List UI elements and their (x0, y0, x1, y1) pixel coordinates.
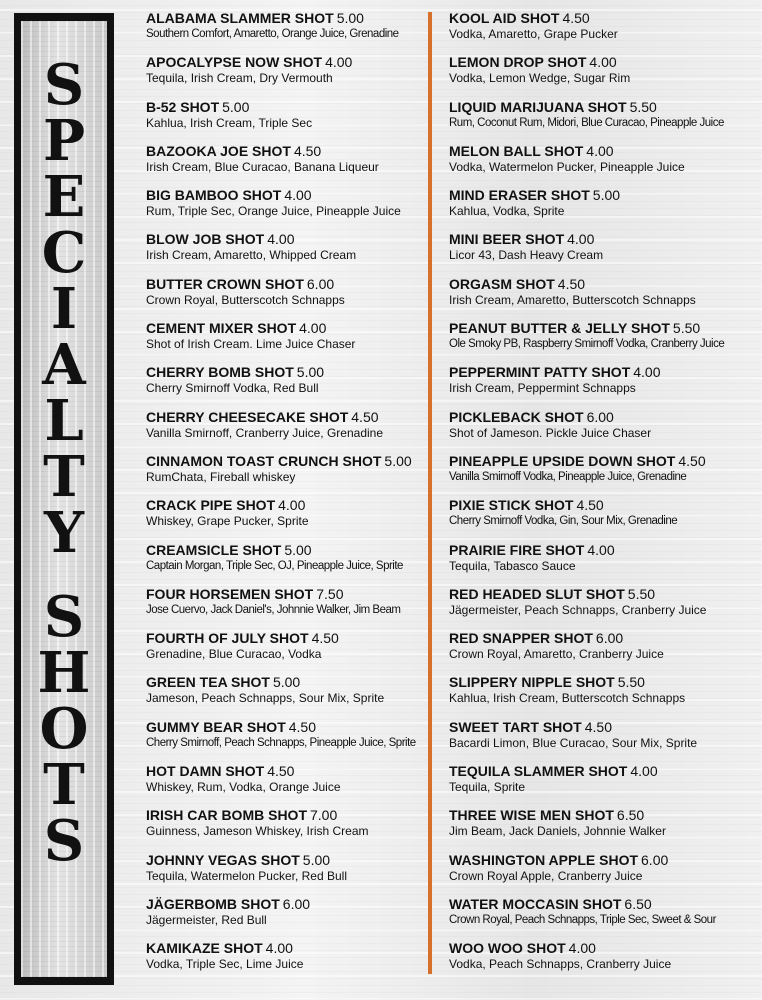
shot-price: 5.00 (302, 851, 331, 868)
menu-item-heading (146, 364, 424, 381)
shot-price: 4.50 (288, 718, 316, 735)
shot-ingredients: Vodka, Peach Schnapps, Cranberry Juice (449, 957, 672, 972)
shot-ingredients: Crown Royal, Butterscotch Schnapps (146, 292, 345, 307)
shot-ingredients: Jägermeister, Red Bull (146, 912, 267, 927)
menu-item-heading (146, 852, 424, 869)
shot-name: MELON BALL SHOT (449, 142, 584, 159)
menu-item (449, 674, 759, 718)
menu-item (449, 630, 759, 674)
menu-item (449, 940, 759, 984)
shot-price: 5.00 (272, 674, 301, 691)
menu-item (449, 409, 759, 453)
menu-item (146, 896, 424, 940)
shot-ingredients: Cherry Smirnoff Vodka, Gin, Sour Mix, Grenadine (449, 515, 678, 528)
menu-item-heading (449, 763, 759, 780)
shot-ingredients: Vodka, Amaretto, Grape Pucker (449, 27, 618, 41)
shot-name: WOO WOO SHOT (449, 940, 566, 957)
menu-item-heading (146, 719, 424, 736)
shot-price: 5.00 (296, 364, 325, 381)
shot-ingredients: Irish Cream, Amaretto, Butterscotch Schnapps (449, 292, 696, 307)
shot-name: PINEAPPLE UPSIDE DOWN SHOT (449, 452, 676, 469)
shot-ingredients: Rum, Triple Sec, Orange Juice, Pineapple Juice (146, 204, 401, 219)
menu-item (146, 453, 424, 497)
menu-item (146, 674, 424, 718)
shot-name: ORGASM SHOT (449, 275, 555, 292)
shot-ingredients: Rum, Coconut Rum, Midori, Blue Curacao, Pineapple Juice (449, 116, 724, 129)
menu-item-heading (449, 409, 759, 426)
menu-item-heading (449, 99, 759, 116)
menu-item (449, 453, 759, 497)
shot-name: FOUR HORSEMEN SHOT (146, 585, 314, 602)
shot-ingredients: Kahlua, Vodka, Sprite (449, 204, 565, 219)
menu-item-heading (449, 10, 759, 27)
shot-ingredients: Cherry Smirnoff Vodka, Red Bull (146, 381, 319, 396)
menu-item (449, 99, 759, 143)
menu-item (146, 542, 424, 586)
shot-name: GUMMY BEAR SHOT (146, 718, 286, 735)
banner-letter: S (43, 808, 85, 874)
shot-ingredients: Kahlua, Irish Cream, Butterscotch Schnapps (449, 691, 686, 706)
menu-item-heading (146, 497, 424, 514)
shot-price: 6.00 (282, 895, 311, 912)
shot-name: CREAMSICLE SHOT (146, 541, 282, 558)
shot-name: CHERRY CHEESECAKE SHOT (146, 408, 349, 425)
shot-name: CRACK PIPE SHOT (146, 497, 276, 514)
shot-name: CEMENT MIXER SHOT (146, 320, 297, 337)
shot-ingredients: Jose Cuervo, Jack Daniel's, Johnnie Walker, Jim Beam (146, 603, 401, 616)
menu-item (146, 54, 424, 98)
menu-item (146, 10, 424, 54)
shot-name: BUTTER CROWN SHOT (146, 275, 304, 292)
banner-letter: T (43, 752, 85, 818)
shot-price: 4.00 (284, 187, 312, 204)
shot-ingredients: Whiskey, Rum, Vodka, Orange Juice (146, 780, 341, 795)
shot-ingredients: Guinness, Jameson Whiskey, Irish Cream (146, 824, 369, 839)
shot-price: 5.50 (617, 674, 645, 691)
shot-price: 4.50 (557, 275, 586, 292)
menu-item (146, 364, 424, 408)
menu-item-heading (146, 807, 424, 824)
menu-item-heading (449, 896, 759, 913)
shot-name: GREEN TEA SHOT (146, 674, 270, 691)
banner-letter: E (42, 164, 86, 230)
shot-ingredients: Crown Royal, Peach Schnapps, Triple Sec, Sweet & Sour (449, 913, 716, 926)
menu-item (449, 276, 759, 320)
column-divider (428, 12, 432, 974)
shot-price: 6.00 (595, 630, 624, 647)
menu-item-heading (146, 453, 424, 470)
menu-item-heading (449, 231, 759, 248)
shot-ingredients: Grenadine, Blue Curacao, Vodka (146, 647, 322, 662)
shot-ingredients: Shot of Irish Cream. Lime Juice Chaser (146, 337, 356, 352)
menu-item-heading (146, 763, 424, 780)
shot-ingredients: Irish Cream, Peppermint Schnapps (449, 381, 636, 396)
shot-price: 5.50 (672, 320, 701, 337)
menu-column-left (146, 10, 424, 985)
shot-price: 5.00 (284, 541, 312, 558)
menu-item (449, 763, 759, 807)
shot-ingredients: Jim Beam, Jack Daniels, Johnnie Walker (449, 824, 666, 839)
menu-item-heading (449, 630, 759, 647)
menu-item (146, 143, 424, 187)
shot-ingredients: Jameson, Peach Schnapps, Sour Mix, Sprite (146, 691, 385, 706)
banner-letter: P (42, 108, 86, 174)
menu-item (146, 763, 424, 807)
menu-item-heading (449, 542, 759, 559)
shot-name: LEMON DROP SHOT (449, 54, 587, 71)
menu-item-heading (449, 364, 759, 381)
banner-letter: O (39, 696, 89, 762)
menu-item-heading (449, 852, 759, 869)
shot-price: 4.50 (351, 408, 379, 425)
shot-name: HOT DAMN SHOT (146, 763, 265, 780)
shot-name: BAZOOKA JOE SHOT (146, 142, 291, 159)
shot-ingredients: Vanilla Smirnoff Vodka, Pineapple Juice, Grenadine (449, 470, 687, 483)
shot-price: 5.50 (627, 585, 656, 602)
banner-letter: A (42, 332, 86, 398)
menu-item (449, 143, 759, 187)
menu-item-heading (449, 276, 759, 293)
shot-price: 4.50 (311, 630, 339, 647)
shot-ingredients: Crown Royal, Amaretto, Cranberry Juice (449, 647, 664, 662)
menu-item (449, 497, 759, 541)
menu-item-heading (146, 630, 424, 647)
shot-name: PEPPERMINT PATTY SHOT (449, 364, 631, 381)
shot-price: 6.50 (624, 895, 652, 912)
menu-item-heading (146, 674, 424, 691)
shot-name: PEANUT BUTTER & JELLY SHOT (449, 320, 670, 337)
shot-name: PICKLEBACK SHOT (449, 408, 584, 425)
shot-price: 4.00 (586, 142, 614, 159)
shot-name: PRAIRIE FIRE SHOT (449, 541, 585, 558)
shot-name: RED SNAPPER SHOT (449, 630, 593, 647)
shot-price: 5.00 (592, 187, 621, 204)
banner-letter: I (50, 276, 78, 342)
shot-ingredients: RumChata, Fireball whiskey (146, 469, 296, 484)
menu-item-heading (146, 276, 424, 293)
shot-price: 4.00 (265, 940, 293, 957)
shot-ingredients: Whiskey, Grape Pucker, Sprite (146, 514, 309, 529)
menu-item (146, 807, 424, 851)
shot-ingredients: Jägermeister, Peach Schnapps, Cranberry Juice (449, 602, 707, 617)
shot-price: 4.50 (562, 10, 590, 26)
menu-item (449, 896, 759, 940)
menu-item-heading (449, 586, 759, 603)
menu-item-heading (449, 674, 759, 691)
shot-price: 4.50 (584, 718, 612, 735)
shot-name: B-52 SHOT (146, 98, 220, 115)
banner-letter: S (43, 52, 85, 118)
menu-item-heading (146, 99, 424, 116)
shot-name: LIQUID MARIJUANA SHOT (449, 98, 627, 115)
shot-name: RED HEADED SLUT SHOT (449, 585, 625, 602)
menu-item-heading (449, 940, 759, 957)
banner-letter: S (43, 584, 85, 650)
shot-price: 5.50 (629, 98, 657, 115)
menu-item (146, 719, 424, 763)
menu-item (449, 586, 759, 630)
menu-item (449, 54, 759, 98)
menu-item (449, 852, 759, 896)
shot-name: ALABAMA SLAMMER SHOT (146, 10, 334, 26)
banner-title (21, 52, 107, 874)
shot-name: BIG BAMBOO SHOT (146, 187, 282, 204)
menu-item (449, 542, 759, 586)
menu-item (449, 10, 759, 54)
menu-item-heading (146, 143, 424, 160)
shot-ingredients: Irish Cream, Amaretto, Whipped Cream (146, 248, 357, 263)
menu-item-heading (449, 143, 759, 160)
menu-item (449, 364, 759, 408)
menu-item-heading (449, 320, 759, 337)
shot-price: 4.50 (267, 763, 295, 780)
shot-price: 5.00 (384, 452, 412, 469)
shot-ingredients: Tequila, Tabasco Sauce (449, 558, 576, 573)
shot-price: 4.00 (267, 231, 295, 248)
shot-price: 4.00 (568, 940, 596, 957)
shot-ingredients: Tequila, Sprite (449, 780, 526, 795)
menu-item (146, 497, 424, 541)
shot-price: 4.00 (633, 364, 661, 381)
shot-price: 6.00 (586, 408, 614, 425)
menu-item (449, 231, 759, 275)
shot-name: MIND ERASER SHOT (449, 187, 590, 204)
menu-item-heading (449, 497, 759, 514)
shot-name: SWEET TART SHOT (449, 718, 582, 735)
shot-name: IRISH CAR BOMB SHOT (146, 807, 307, 824)
specialty-shots-banner (14, 13, 114, 985)
shot-price: 4.00 (299, 320, 327, 337)
shot-name: APOCALYPSE NOW SHOT (146, 54, 323, 71)
banner-letter: H (37, 640, 91, 706)
shot-name: TEQUILA SLAMMER SHOT (449, 763, 628, 780)
menu-item (449, 807, 759, 851)
menu-item-heading (146, 320, 424, 337)
shot-price: 4.50 (293, 142, 322, 159)
shot-ingredients: Vanilla Smirnoff, Cranberry Juice, Grenadine (146, 425, 383, 440)
shot-price: 4.50 (576, 497, 604, 514)
shot-name: JOHNNY VEGAS SHOT (146, 851, 300, 868)
menu-item (146, 409, 424, 453)
shot-ingredients: Tequila, Irish Cream, Dry Vermouth (146, 71, 333, 86)
menu-item-heading (146, 409, 424, 426)
shot-ingredients: Ole Smoky PB, Raspberry Smirnoff Vodka, Cranberry Juice (449, 338, 725, 351)
shot-price: 4.00 (589, 54, 617, 71)
shot-ingredients: Kahlua, Irish Cream, Triple Sec (146, 115, 313, 130)
banner-letter: T (43, 444, 85, 510)
shot-price: 6.00 (641, 851, 669, 868)
menu-column-right (449, 10, 759, 985)
menu-item (146, 852, 424, 896)
shot-ingredients: Crown Royal Apple, Cranberry Juice (449, 868, 643, 883)
shot-price: 7.00 (310, 807, 338, 824)
shot-name: THREE WISE MEN SHOT (449, 807, 614, 824)
banner-letter: C (41, 220, 87, 286)
shot-price: 5.00 (222, 98, 250, 115)
menu-item-heading (449, 453, 759, 470)
shot-name: KOOL AID SHOT (449, 10, 560, 26)
shot-name: MINI BEER SHOT (449, 231, 565, 248)
shot-name: KAMIKAZE SHOT (146, 940, 263, 957)
shot-ingredients: Licor 43, Dash Heavy Cream (449, 248, 604, 263)
shot-name: FOURTH OF JULY SHOT (146, 630, 309, 647)
shot-name: BLOW JOB SHOT (146, 231, 265, 248)
menu-item (146, 187, 424, 231)
shot-name: WATER MOCCASIN SHOT (449, 895, 622, 912)
menu-item-heading (449, 719, 759, 736)
shot-ingredients: Irish Cream, Blue Curacao, Banana Liqueur (146, 159, 379, 174)
menu-item (146, 276, 424, 320)
shot-ingredients: Vodka, Lemon Wedge, Sugar Rim (449, 71, 631, 86)
menu-item (449, 320, 759, 364)
shot-ingredients: Shot of Jameson. Pickle Juice Chaser (449, 425, 652, 440)
banner-letter: Y (44, 500, 84, 566)
shot-name: JÄGERBOMB SHOT (146, 895, 280, 912)
menu-item-heading (449, 54, 759, 71)
menu-item-heading (449, 187, 759, 204)
shot-price: 5.00 (336, 10, 364, 26)
menu-item-heading (146, 542, 424, 559)
shot-ingredients: Vodka, Watermelon Pucker, Pineapple Juice (449, 159, 685, 174)
banner-wood-panel (21, 21, 107, 977)
banner-letter: L (44, 388, 84, 454)
shot-name: WASHINGTON APPLE SHOT (449, 851, 639, 868)
shot-price: 4.50 (678, 452, 706, 469)
shot-name: SLIPPERY NIPPLE SHOT (449, 674, 615, 691)
shot-ingredients: Vodka, Triple Sec, Lime Juice (146, 957, 304, 972)
menu-item (146, 99, 424, 143)
menu-item-heading (146, 940, 424, 957)
menu-item (146, 231, 424, 275)
shot-ingredients: Tequila, Watermelon Pucker, Red Bull (146, 868, 347, 883)
menu-item-heading (146, 10, 424, 27)
shot-name: PIXIE STICK SHOT (449, 497, 574, 514)
shot-name: CINNAMON TOAST CRUNCH SHOT (146, 452, 382, 469)
menu-item-heading (146, 231, 424, 248)
menu-item (146, 586, 424, 630)
shot-price: 4.00 (278, 497, 306, 514)
menu-item-heading (146, 54, 424, 71)
menu-item-heading (449, 807, 759, 824)
menu-item-heading (146, 187, 424, 204)
shot-ingredients: Captain Morgan, Triple Sec, OJ, Pineapple Juice, Sprite (146, 559, 403, 572)
shot-ingredients: Cherry Smirnoff, Peach Schnapps, Pineapple Juice, Sprite (146, 736, 416, 749)
shot-price: 7.50 (316, 585, 344, 602)
shot-price: 4.00 (587, 541, 615, 558)
shot-price: 4.00 (325, 54, 353, 71)
shot-name: CHERRY BOMB SHOT (146, 364, 294, 381)
shot-ingredients: Bacardi Limon, Blue Curacao, Sour Mix, Sprite (449, 735, 698, 750)
menu-item-heading (146, 586, 424, 603)
menu-item (146, 320, 424, 364)
shot-price: 6.50 (616, 807, 645, 824)
menu-item-heading (146, 896, 424, 913)
shot-ingredients: Southern Comfort, Amaretto, Orange Juice, Grenadine (146, 28, 399, 40)
shot-price: 6.00 (306, 275, 335, 292)
menu-item (146, 630, 424, 674)
shot-price: 4.00 (630, 763, 658, 780)
menu-item (449, 187, 759, 231)
menu-item (449, 719, 759, 763)
menu-item (146, 940, 424, 984)
shot-price: 4.00 (567, 231, 595, 248)
